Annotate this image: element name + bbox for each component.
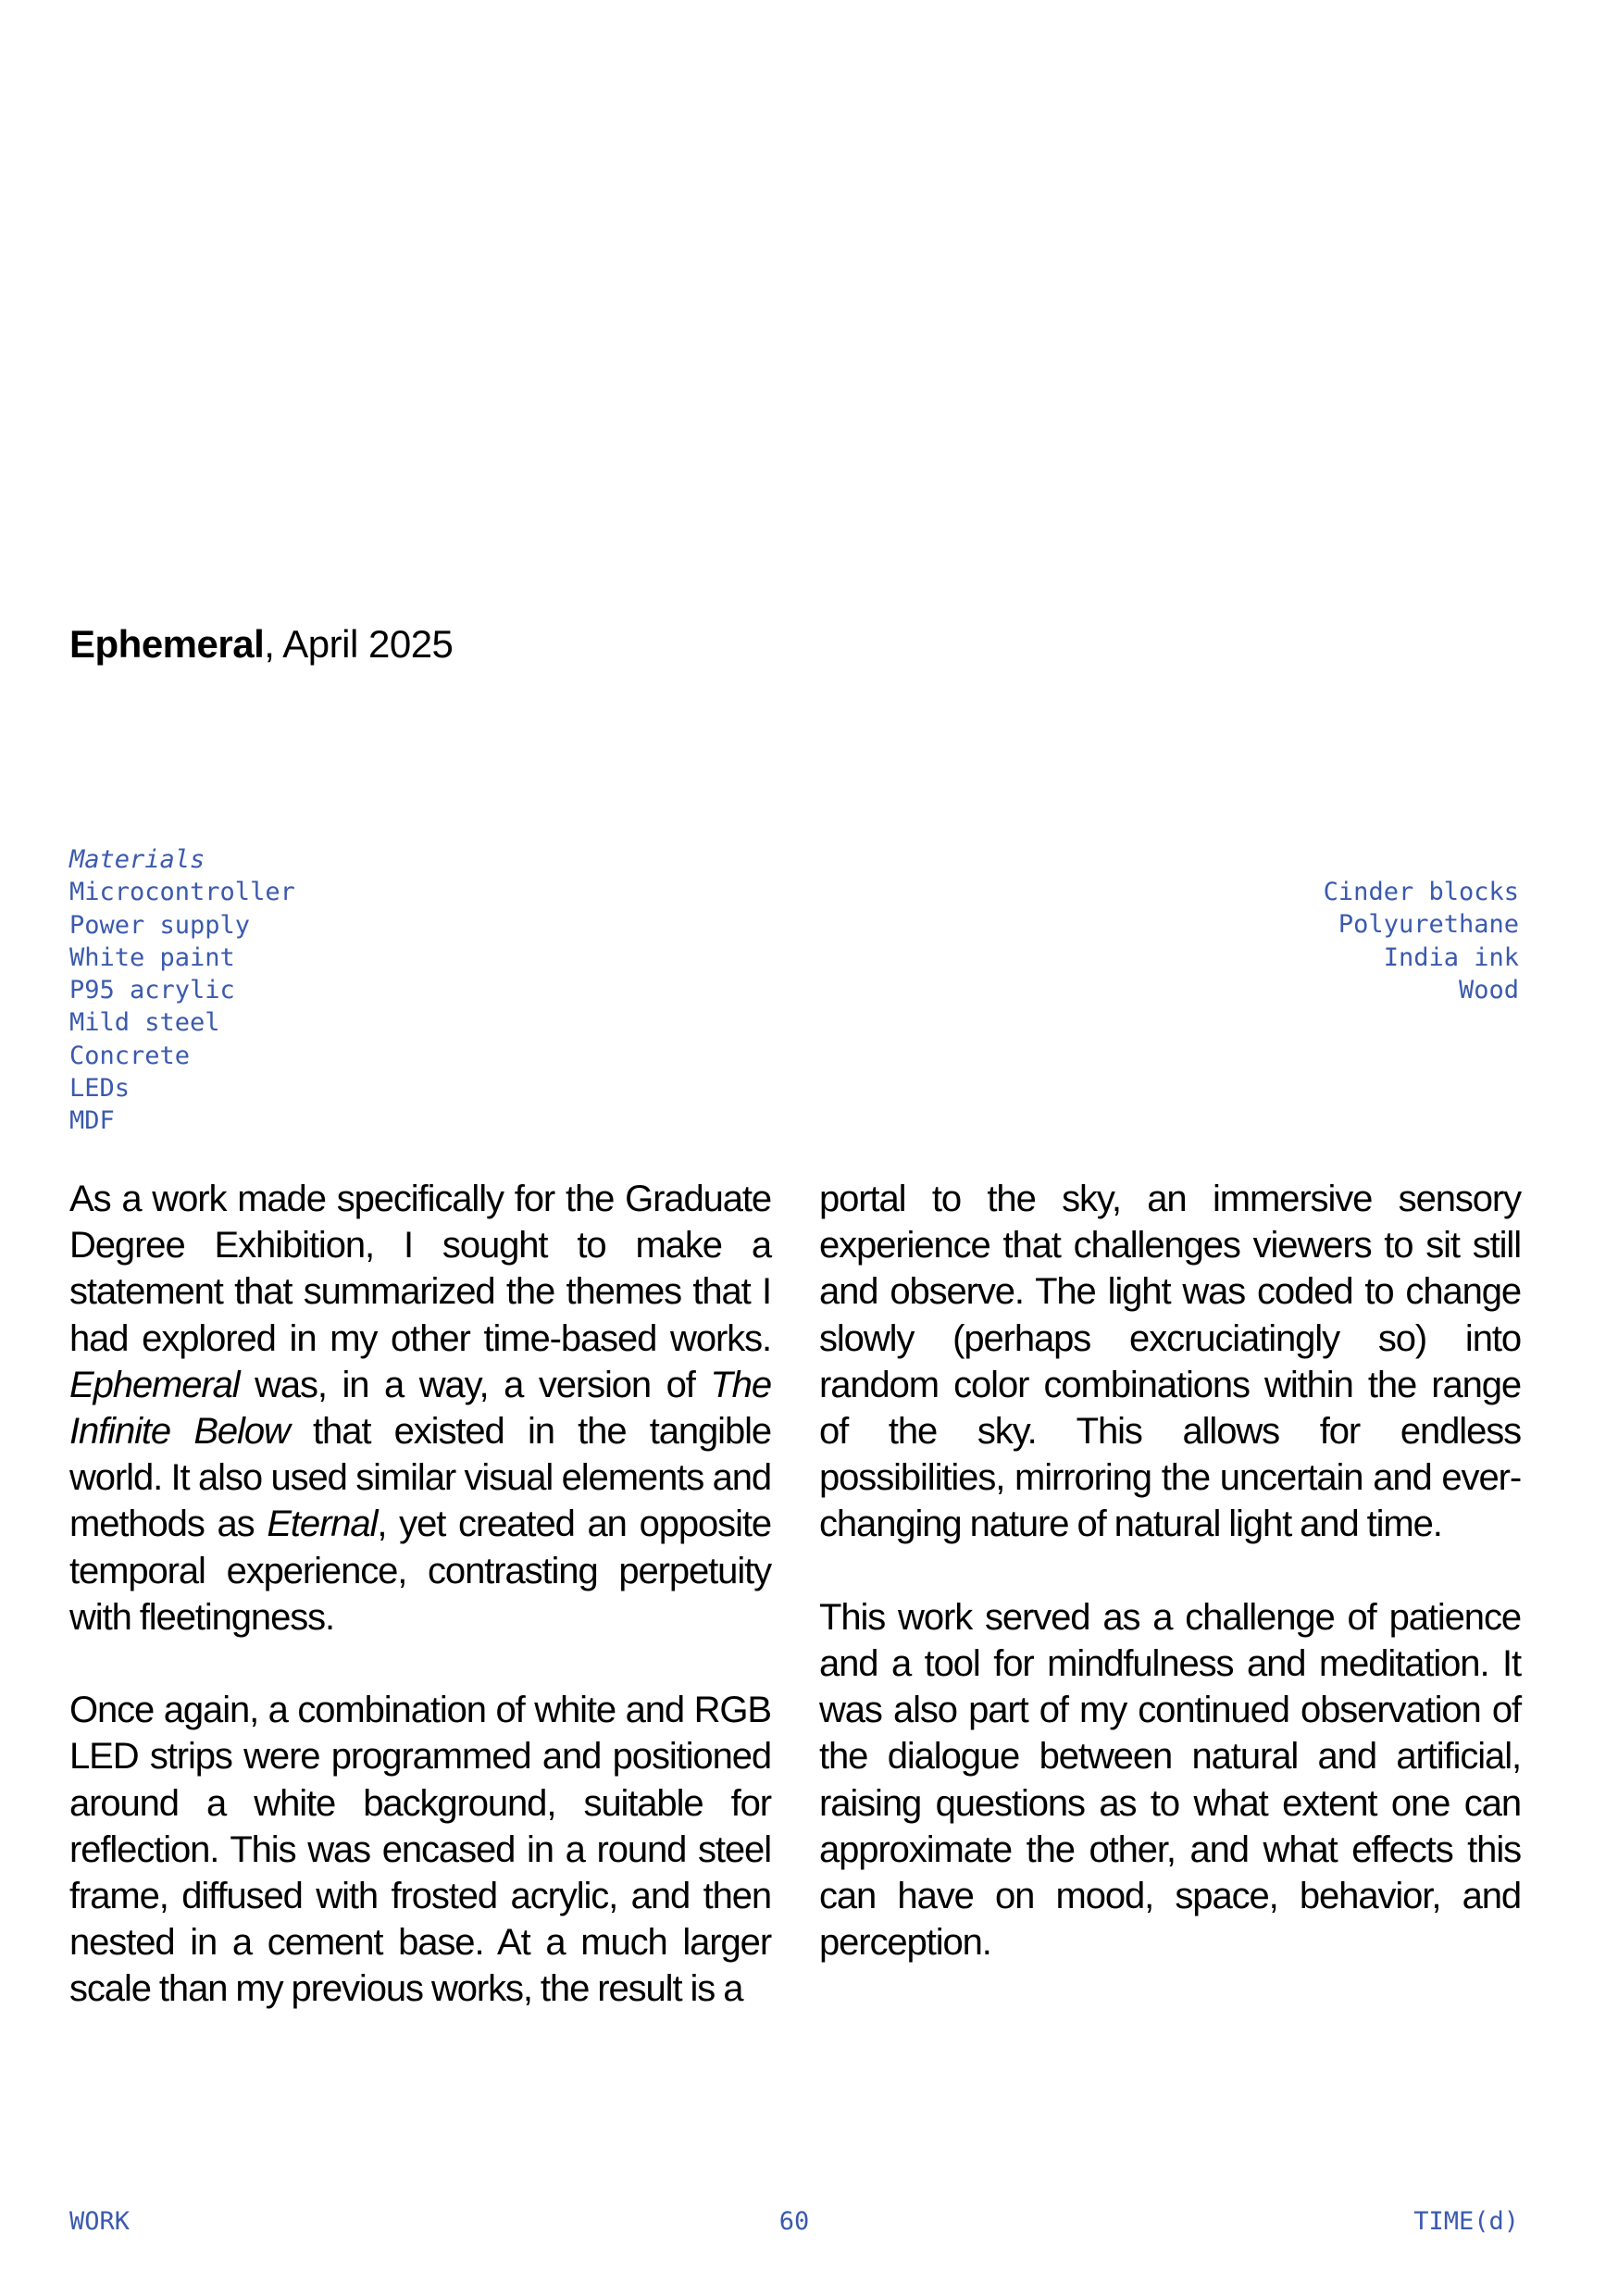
- page-number: 60: [778, 2207, 810, 2236]
- material-item: P95 acrylic: [69, 976, 235, 1005]
- work-name: Ephemeral: [69, 622, 265, 666]
- material-item: MDF: [69, 1106, 115, 1136]
- body-column-right: [819, 1176, 1521, 2013]
- footer-section-label: WORK: [69, 2207, 131, 2236]
- body-paragraph-2-cont: portal to the sky, an immersive sensory experience that challenges viewers to sit still and observe. The light was coded to change slowly (perhaps excruciatingly so) into random color combinations within the range of the sky. This allows for endless possibilities, mirroring the uncertain and ever-changing nature of natural light and time.: [819, 1179, 1522, 1545]
- material-item: LEDs: [69, 1074, 131, 1104]
- material-item: Wood: [1458, 975, 1519, 1004]
- material-item: White paint: [69, 942, 235, 972]
- body-paragraph-3: This work served as a challenge of patience and a tool for mindfulness and meditation. It was also part of my continued observation of the dialogue between natural and artificial, raising questions as to what extent one can approximate the other, and what effects this can have on mood, space, behavior, and perception.: [819, 1596, 1522, 1964]
- material-item: Power supply: [69, 910, 251, 940]
- material-item: India ink: [1383, 942, 1519, 972]
- footer-publication-label: TIME(d): [1413, 2207, 1519, 2236]
- materials-list-left: [69, 843, 295, 1138]
- material-item: Mild steel: [69, 1008, 220, 1038]
- work-title: [69, 622, 453, 667]
- page-footer: [69, 2205, 1519, 2242]
- materials-heading: Materials: [69, 845, 205, 874]
- material-item: Cinder blocks: [1323, 878, 1519, 906]
- material-item: Microcontroller: [69, 878, 295, 907]
- body-column-left: [69, 1176, 771, 2059]
- body-paragraph-1: As a work made specifically for the Graduate Degree Exhibition, I sought to make a statement that summarized the themes that I had explored in my other time-based works. Ephemeral was, in a way, a version of The Infinite Below that existed in the tangible world. It also used similar visual elements and methods as Eternal, yet created an opposite temporal experience, contrasting perpetuity with fleetingness.: [69, 1179, 772, 1638]
- materials-list-right: [1324, 876, 1519, 1006]
- material-item: Concrete: [69, 1041, 191, 1070]
- body-paragraph-2: Once again, a combination of white and RGB LED strips were programmed and positioned around a white background, suitable for reflection. This was encased in a round steel frame, diffused with frosted acrylic, and then nested in a cement base. At a much larger scale than my previous works, the result is a: [69, 1690, 772, 2010]
- material-item: Polyurethane: [1338, 910, 1519, 940]
- work-date: , April 2025: [264, 622, 454, 666]
